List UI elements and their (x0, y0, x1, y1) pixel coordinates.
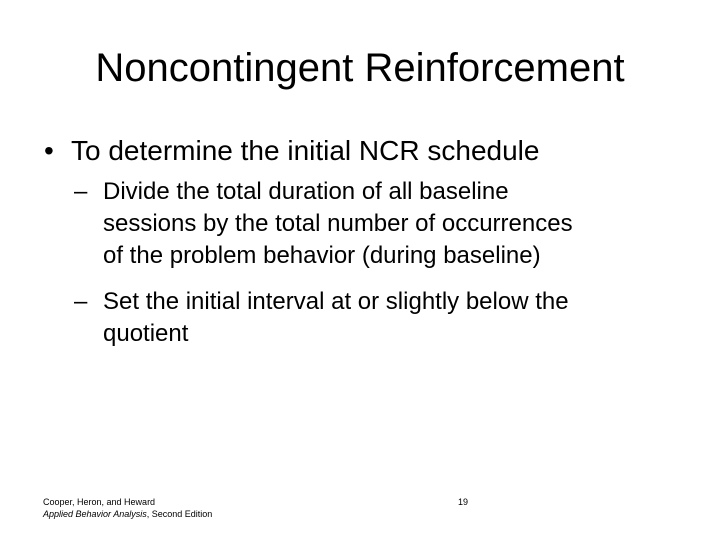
sub-bullet-line: Set the initial interval at or slightly below the (103, 288, 569, 315)
sub-bullet-marker: – (74, 288, 88, 315)
footer-book-title: Applied Behavior Analysis (43, 509, 147, 519)
bullet-text: To determine the initial NCR schedule (71, 135, 540, 166)
sub-bullet-set-interval (74, 286, 674, 350)
sub-bullet-line: quotient (103, 320, 189, 347)
page-number: 19 (458, 497, 469, 507)
sub-bullet-divide (74, 176, 674, 272)
footer-citation (43, 496, 212, 520)
sub-bullet-line: sessions by the total number of occurrences (103, 210, 573, 237)
sub-bullet-line: of the problem behavior (during baseline) (103, 242, 541, 269)
footer-edition: , Second Edition (146, 509, 213, 519)
slide-title: Noncontingent Reinforcement (95, 46, 625, 90)
sub-bullet-marker: – (74, 178, 88, 205)
bullet-marker: • (44, 135, 54, 166)
footer-authors: Cooper, Heron, and Heward (43, 497, 156, 507)
sub-bullet-line: Divide the total duration of all baseline (103, 178, 509, 205)
footer-book (43, 508, 212, 520)
